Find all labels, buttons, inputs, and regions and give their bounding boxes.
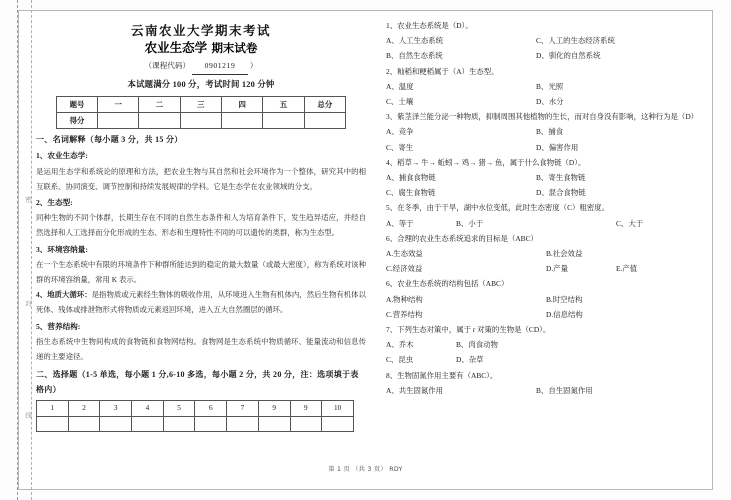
mcq-7-row-2 xyxy=(386,352,708,367)
mcq-5-option-a[interactable]: A、等于 xyxy=(386,218,414,228)
seal-line xyxy=(17,0,18,500)
answer-grid-num-2: 2 xyxy=(68,400,100,416)
term-2-number: 2、生态型: xyxy=(36,198,73,208)
mcq-4-stem: 4、稻草→ 牛→ 蚯蚓→ 鸡→ 猪→ 鱼，属于什么食物链（D）。 xyxy=(386,157,586,167)
section-two-heading: 二、选择题（1-5 单选，每小题 1 分,6-10 多选，每小题 2 分，共 20 分，注：选项填于表格内） xyxy=(36,370,359,395)
left-column xyxy=(36,18,366,432)
mcq-8-stem: 8、生物固氮作用主要有（ABC）。 xyxy=(386,370,498,380)
mcq-7-option-b[interactable]: B、肉食动物 xyxy=(456,340,498,350)
mcq-4-option-d[interactable]: D、混合食物链 xyxy=(536,188,586,198)
answer-grid-num-3: 3 xyxy=(100,400,132,416)
seal-mark-xian: 线 xyxy=(24,412,32,420)
score-value-1[interactable] xyxy=(98,113,139,129)
course-code-close: ） xyxy=(249,61,258,71)
exam-title-main: 农业生态学 xyxy=(144,40,208,56)
score-table-header-row xyxy=(57,96,346,112)
term-2-body: 同种生物的不同个体群，长期生存在不同的自然生态条件和人为培育条件下，发生趋异适应，并经自然选择和人工选择而分化形成的生态、形态和生理特性不同的可以遗传的类群，称为生态型。 xyxy=(36,213,366,238)
mcq-6b-row-1 xyxy=(386,292,708,307)
answer-cell-1[interactable] xyxy=(37,416,69,431)
course-code-label: （课程代码） xyxy=(144,61,191,71)
answer-grid-number-row xyxy=(37,400,354,416)
mcq-1-option-b[interactable]: B、自然生态系统 xyxy=(386,51,443,61)
term-4 xyxy=(36,287,366,317)
score-col-1: 一 xyxy=(98,96,139,112)
mcq-6a-stem: 6、合理的农业生态系统追求的目标是（ABC） xyxy=(386,233,538,243)
mcq-6b-stem: 6、农业生态系统的结构包括（ABC） xyxy=(386,279,509,289)
mcq-7-option-c[interactable]: C、昆虫 xyxy=(386,355,414,365)
mcq-2-option-a[interactable]: A、温度 xyxy=(386,81,414,91)
score-col-3: 三 xyxy=(180,96,221,112)
mcq-1-row-1 xyxy=(386,33,708,48)
score-value-total[interactable] xyxy=(304,113,345,129)
mcq-3-option-d[interactable]: D、偏害作用 xyxy=(536,142,579,152)
answer-cell-7[interactable] xyxy=(227,416,259,431)
answer-grid-num-8: 9 xyxy=(258,400,290,416)
section-one-heading: 一、名词解释（每小题 3 分，共 15 分） xyxy=(36,135,183,145)
score-value-5[interactable] xyxy=(263,113,304,129)
mcq-3-option-b[interactable]: B、捕食 xyxy=(536,127,564,137)
mcq-6a-option-c[interactable]: C.经济效益 xyxy=(386,264,423,274)
answer-cell-10[interactable] xyxy=(322,416,354,431)
exam-total-line: 本试题满分 100 分，考试时间 120 分钟 xyxy=(127,79,275,89)
mcq-7-stem: 7、下列生态对策中，属于 r 对策的生物是（CD）。 xyxy=(386,325,551,335)
mcq-6a-option-b[interactable]: B.社会效益 xyxy=(546,249,583,259)
score-table-value-row xyxy=(57,113,346,129)
score-value-2[interactable] xyxy=(139,113,180,129)
course-code-value: 0901219 xyxy=(192,58,248,74)
mcq-6b-row-2 xyxy=(386,307,708,322)
mcq-6b-option-c[interactable]: C.营养结构 xyxy=(386,309,423,319)
mcq-1-stem: 1、农业生态系统是（D）。 xyxy=(386,21,473,30)
score-table-row-label-score: 得分 xyxy=(57,113,98,129)
mcq-3-option-a[interactable]: A、竞争 xyxy=(386,127,414,137)
answer-grid-value-row xyxy=(37,416,354,431)
mcq-1-option-c[interactable]: C、人工的生态经济系统 xyxy=(536,36,615,46)
score-col-5: 五 xyxy=(263,96,304,112)
mcq-6a-row-1 xyxy=(386,246,708,261)
mcq-3-stem: 3、紫茎泽兰能分泌一种物质，抑制周围其他植物的生长，而对自身没有影响，这种行为是（D） xyxy=(386,112,699,122)
mcq-5-stem: 5、在冬季，由于干旱，湖中水位变低，此时生态密度（C）粗密度。 xyxy=(386,203,609,213)
mcq-8-option-b[interactable]: B、自生固氮作用 xyxy=(536,385,593,395)
mcq-5-option-c[interactable]: C、大于 xyxy=(616,218,644,228)
seal-mark-mi: 密 xyxy=(24,196,32,204)
answer-grid-num-5: 5 xyxy=(163,400,195,416)
answer-cell-8[interactable] xyxy=(258,416,290,431)
mcq-7-row-1 xyxy=(386,337,708,352)
exam-title xyxy=(36,40,366,57)
mcq-1-option-d[interactable]: D、驯化的自然系统 xyxy=(536,51,601,61)
right-column xyxy=(386,18,708,398)
mcq-6a-option-a[interactable]: A.生态效益 xyxy=(386,249,423,259)
mcq-2-stem: 2、籼稻和粳稻属于（A）生态型。 xyxy=(386,66,499,76)
university-title: 云南农业大学期末考试 xyxy=(130,24,271,38)
score-table xyxy=(56,96,346,129)
mcq-2-option-d[interactable]: D、水分 xyxy=(536,97,564,107)
mcq-4-row-1 xyxy=(386,170,708,185)
seal-line-inner xyxy=(31,0,32,500)
term-1-body: 是运用生态学和系统论的原理和方法，把农业生物与其自然和社会环境作为一个整体，研究其中的相互联系、协同演变、调节控制和持续发展规律的学科。它是生态学在农业领域的分支。 xyxy=(36,166,366,191)
seal-mark-feng: 封 xyxy=(24,300,32,308)
mcq-1-row-2 xyxy=(386,48,708,63)
mcq-5-row-1 xyxy=(386,216,708,231)
mcq-6b-option-b[interactable]: B.时空结构 xyxy=(546,294,583,304)
mcq-2-row-2 xyxy=(386,94,708,109)
answer-grid xyxy=(36,400,354,432)
mcq-7-option-a[interactable]: A、乔木 xyxy=(386,340,414,350)
course-code-line xyxy=(36,58,366,74)
score-table-row-label-number: 题号 xyxy=(57,96,98,112)
mcq-4-option-a[interactable]: A、捕食食物链 xyxy=(386,173,436,183)
score-value-4[interactable] xyxy=(221,113,262,129)
page-footer: 第 1 页 （共 3 页） RDY xyxy=(328,466,403,473)
score-col-4: 四 xyxy=(221,96,262,112)
answer-grid-num-4: 4 xyxy=(132,400,164,416)
term-3-number: 3、环境容纳量: xyxy=(36,244,88,254)
mcq-6a-option-d[interactable]: D.产量 xyxy=(546,264,568,274)
answer-grid-num-1: 1 xyxy=(37,400,69,416)
mcq-6a-option-e[interactable]: E.产值 xyxy=(616,264,638,274)
mcq-2-option-c[interactable]: C、土壤 xyxy=(386,97,414,107)
mcq-4-option-c[interactable]: C、腐生食物链 xyxy=(386,188,436,198)
answer-cell-2[interactable] xyxy=(68,416,100,431)
mcq-4-row-2 xyxy=(386,185,708,200)
mcq-3-option-c[interactable]: C、寄生 xyxy=(386,142,414,152)
mcq-1-option-a[interactable]: A、人工生态系统 xyxy=(386,36,444,46)
mcq-3-row-1 xyxy=(386,124,708,139)
mcq-3-row-2 xyxy=(386,140,708,155)
term-5-body: 指生态系统中生物间构成的食物链和食物网结构。食物网是生态系统中物质循环、能量流动和信息传递的主要途径。 xyxy=(36,336,366,362)
mcq-8-option-a[interactable]: A、共生固氮作用 xyxy=(386,385,444,395)
exam-title-sub: 期末试卷 xyxy=(211,43,258,56)
term-1-number: 1、农业生态学: xyxy=(36,151,88,161)
mcq-2-row-1 xyxy=(386,79,708,94)
answer-cell-9[interactable] xyxy=(290,416,322,431)
term-5-number: 5、营养结构: xyxy=(36,321,81,331)
answer-grid-num-6: 6 xyxy=(195,400,227,416)
score-value-3[interactable] xyxy=(180,113,221,129)
answer-grid-num-10: 10 xyxy=(322,400,354,416)
term-4-body: 是指物质或元素经生物体的吸收作用，从环境进入生物有机体内，然后生物有机体以死体、残体或排泄物形式将物质或元素返回环境，进入五大自然圈层的循环。 xyxy=(36,290,366,315)
mcq-4-option-b[interactable]: B、寄生食物链 xyxy=(536,173,586,183)
score-col-2: 二 xyxy=(139,96,180,112)
mcq-6b-option-a[interactable]: A.物种结构 xyxy=(386,294,423,304)
term-4-number: 4、地质大循环： xyxy=(36,290,92,300)
answer-grid-num-7: 7 xyxy=(227,400,259,416)
answer-cell-5[interactable] xyxy=(163,416,195,431)
score-col-total: 总分 xyxy=(304,96,345,112)
mcq-6a-row-2 xyxy=(386,261,708,276)
answer-cell-4[interactable] xyxy=(132,416,164,431)
answer-cell-6[interactable] xyxy=(195,416,227,431)
mcq-2-option-b[interactable]: B、光照 xyxy=(536,81,564,91)
answer-grid-num-9: 9 xyxy=(290,400,322,416)
mcq-8-row-1 xyxy=(386,383,708,398)
mcq-5-option-b[interactable]: B、小于 xyxy=(456,218,484,228)
mcq-7-option-d[interactable]: D、杂草 xyxy=(456,355,484,365)
mcq-6b-option-d[interactable]: D.信息结构 xyxy=(546,309,583,319)
term-3-body: 在一个生态系统中有限的环境条件下种群所能达到的稳定的最大数量（或最大密度），称为系统对该种群的环境容纳量，常用 K 表示。 xyxy=(36,259,366,285)
answer-cell-3[interactable] xyxy=(100,416,132,431)
